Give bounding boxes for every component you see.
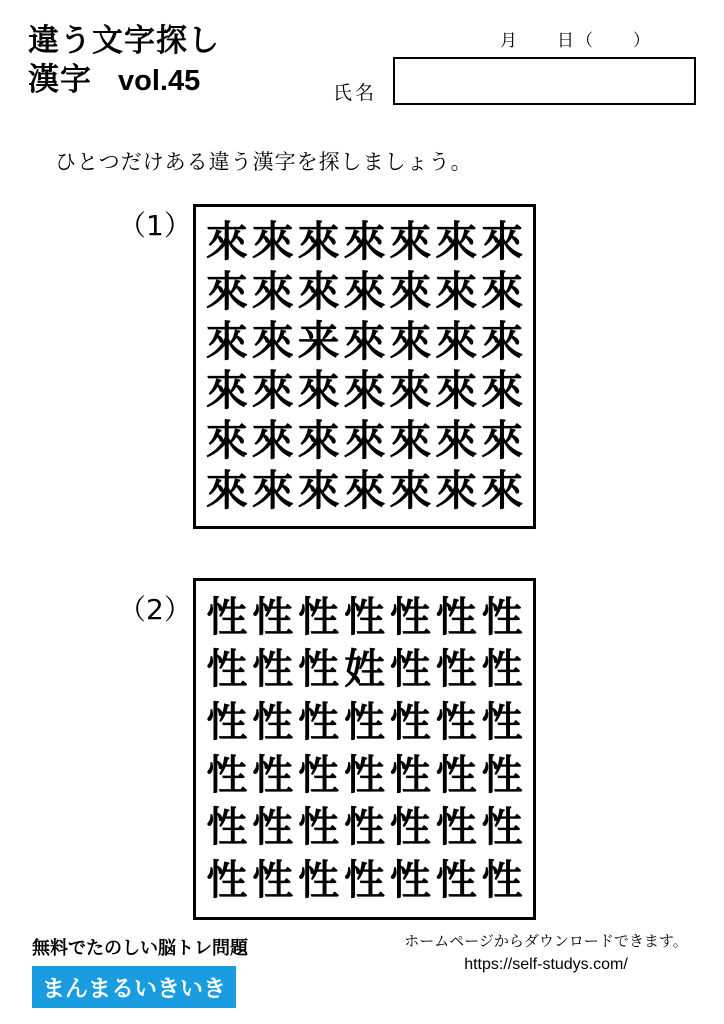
character-grid-1 (204, 217, 525, 516)
grid-cell: 性 (298, 803, 340, 852)
grid-cell: 來 (435, 416, 478, 466)
grid-cell: 性 (389, 645, 431, 694)
name-label: 氏名 (333, 82, 378, 104)
character-grid-2 (204, 591, 525, 907)
grid-cell: 來 (343, 466, 386, 516)
footer-tagline: 無料でたのしい脳トレ問題 (32, 938, 248, 959)
grid-cell: 性 (389, 750, 431, 799)
grid-cell: 性 (343, 856, 385, 905)
grid-cell: 性 (206, 698, 248, 747)
grid-cell: 來 (251, 366, 294, 416)
grid-cell: 性 (481, 750, 523, 799)
grid-cell: 來 (343, 316, 386, 366)
grid-cell: 來 (435, 216, 478, 266)
grid-cell-odd: 来 (297, 316, 340, 366)
grid-cell: 性 (298, 750, 340, 799)
name-input[interactable] (393, 57, 696, 105)
grid-cell: 性 (389, 803, 431, 852)
grid-cell: 來 (389, 266, 432, 316)
grid-cell: 來 (389, 366, 432, 416)
grid-cell: 來 (343, 416, 386, 466)
grid-cell: 性 (206, 856, 248, 905)
grid-cell-odd: 姓 (343, 645, 385, 694)
grid-cell: 來 (297, 266, 340, 316)
title-line-2 (28, 60, 328, 101)
grid-cell: 來 (389, 416, 432, 466)
problem-1-grid (193, 204, 536, 529)
grid-cell: 性 (252, 856, 294, 905)
footer-url[interactable]: https://self-studys.com/ (464, 956, 628, 973)
grid-cell: 性 (481, 592, 523, 641)
grid-cell: 性 (206, 750, 248, 799)
grid-cell: 性 (252, 803, 294, 852)
grid-cell: 性 (481, 803, 523, 852)
grid-cell: 來 (435, 466, 478, 516)
grid-cell: 來 (251, 216, 294, 266)
grid-cell: 來 (297, 416, 340, 466)
grid-cell: 性 (435, 592, 477, 641)
grid-cell: 性 (389, 856, 431, 905)
instruction-text: ひとつだけある違う漢字を探しましょう。 (55, 150, 473, 174)
grid-cell: 性 (206, 645, 248, 694)
grid-cell: 來 (481, 266, 524, 316)
grid-cell: 來 (343, 266, 386, 316)
grid-cell: 性 (481, 645, 523, 694)
grid-cell: 性 (252, 645, 294, 694)
grid-cell: 來 (435, 316, 478, 366)
grid-cell: 性 (343, 750, 385, 799)
grid-cell: 來 (481, 366, 524, 416)
problem-1-label: （1） (118, 209, 192, 242)
grid-cell: 來 (251, 466, 294, 516)
grid-cell: 來 (205, 366, 248, 416)
grid-cell: 性 (435, 698, 477, 747)
grid-cell: 來 (343, 216, 386, 266)
grid-cell: 來 (205, 466, 248, 516)
grid-cell: 性 (481, 698, 523, 747)
grid-cell: 來 (343, 366, 386, 416)
grid-cell: 性 (435, 645, 477, 694)
grid-cell: 性 (298, 856, 340, 905)
grid-cell: 性 (206, 803, 248, 852)
footer-download-info (386, 930, 706, 974)
grid-cell: 性 (298, 592, 340, 641)
grid-cell: 來 (481, 416, 524, 466)
title-volume: vol.45 (118, 65, 201, 97)
grid-cell: 來 (251, 266, 294, 316)
grid-cell: 來 (205, 216, 248, 266)
grid-cell: 性 (343, 803, 385, 852)
grid-cell: 性 (298, 645, 340, 694)
grid-cell: 性 (343, 592, 385, 641)
grid-cell: 來 (389, 466, 432, 516)
grid-cell: 性 (343, 698, 385, 747)
grid-cell: 來 (205, 316, 248, 366)
grid-cell: 性 (389, 592, 431, 641)
title-line-1: 違う文字探し (28, 23, 220, 59)
grid-cell: 來 (297, 216, 340, 266)
grid-cell: 性 (435, 803, 477, 852)
grid-cell: 來 (251, 416, 294, 466)
grid-cell: 性 (435, 750, 477, 799)
grid-cell: 來 (297, 366, 340, 416)
grid-cell: 性 (435, 856, 477, 905)
grid-cell: 來 (205, 266, 248, 316)
problem-2-grid (193, 578, 536, 920)
grid-cell: 性 (298, 698, 340, 747)
footer-branding (32, 934, 332, 1008)
grid-cell: 來 (297, 466, 340, 516)
grid-cell: 來 (435, 266, 478, 316)
grid-cell: 來 (481, 466, 524, 516)
grid-cell: 來 (389, 216, 432, 266)
grid-cell: 性 (206, 592, 248, 641)
grid-cell: 性 (252, 592, 294, 641)
grid-cell: 來 (389, 316, 432, 366)
title-subject: 漢字 (28, 62, 92, 98)
grid-cell: 性 (481, 856, 523, 905)
date-field[interactable]: 月 日（ ） (500, 31, 652, 51)
grid-cell: 來 (205, 416, 248, 466)
grid-cell: 性 (252, 750, 294, 799)
footer-download-text: ホームページからダウンロードできます。 (404, 932, 688, 950)
footer-brand-logo: まんまるいきいき (32, 966, 236, 1008)
grid-cell: 來 (435, 366, 478, 416)
grid-cell: 性 (252, 698, 294, 747)
grid-cell: 來 (251, 316, 294, 366)
problem-2-label: （2） (118, 593, 192, 626)
grid-cell: 來 (481, 216, 524, 266)
grid-cell: 來 (481, 316, 524, 366)
worksheet-title (28, 22, 328, 101)
grid-cell: 性 (389, 698, 431, 747)
